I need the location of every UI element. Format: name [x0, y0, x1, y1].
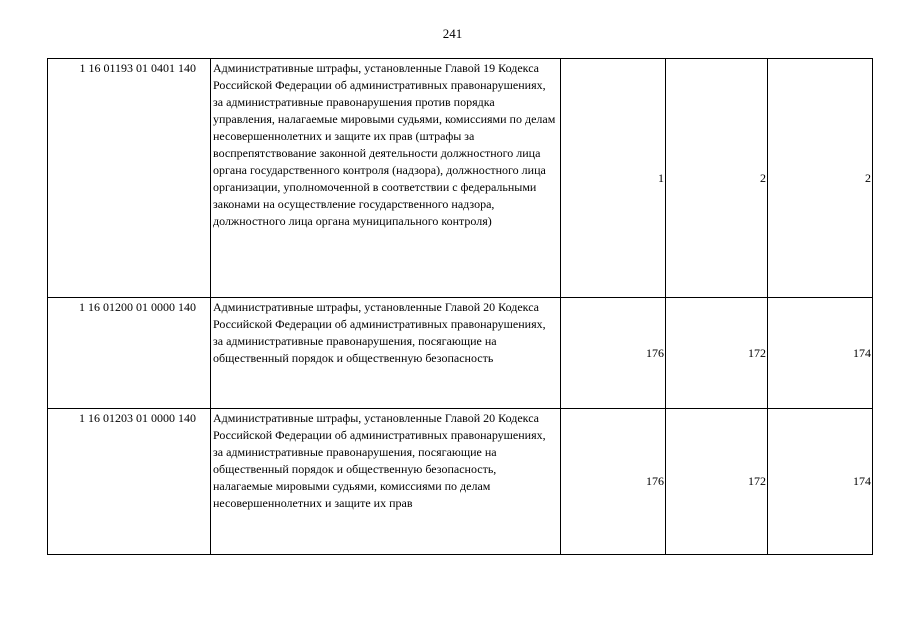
description-cell: Административные штрафы, установленные Главой 20 Кодекса Российской Федерации об административных правонарушениях, за административные правонарушения, посягающие на общественный порядок и общественную безопасность [211, 298, 561, 409]
value-year-3-cell: 2 [768, 59, 873, 298]
budget-code-cell: 1 16 01193 01 0401 140 [48, 59, 211, 298]
page-number: 241 [442, 26, 463, 41]
budget-code-cell: 1 16 01203 01 0000 140 [48, 409, 211, 555]
value-year-3-cell: 174 [768, 409, 873, 555]
description-cell: Административные штрафы, установленные Главой 20 Кодекса Российской Федерации об административных правонарушениях, за административные правонарушения, посягающие на общественный порядок и общественную безопасность, налагаемые мировыми судьями, комиссиями по делам несовершеннолетних и защите их прав [211, 409, 561, 555]
value-year-1-cell: 1 [561, 59, 666, 298]
value-year-1-cell: 176 [561, 409, 666, 555]
budget-table [47, 58, 873, 555]
budget-code-cell: 1 16 01200 01 0000 140 [48, 298, 211, 409]
description-cell: Административные штрафы, установленные Главой 19 Кодекса Российской Федерации об административных правонарушениях, за административные правонарушения против порядка управления, налагаемые мировыми судьями, комиссиями по делам несовершеннолетних и защите их прав (штрафы за воспрепятствование законной деятельности должностного лица органа государственного контроля (надзора), должностного лица организации, уполномоченной в соответствии с федеральными законами на осуществление государственного надзора, должностного лица органа муниципального контроля) [211, 59, 561, 298]
value-year-2-cell: 172 [666, 298, 768, 409]
value-year-3-cell: 174 [768, 298, 873, 409]
value-year-2-cell: 172 [666, 409, 768, 555]
table-row [48, 298, 873, 409]
table-row [48, 409, 873, 555]
table-row [48, 59, 873, 298]
value-year-2-cell: 2 [666, 59, 768, 298]
value-year-1-cell: 176 [561, 298, 666, 409]
